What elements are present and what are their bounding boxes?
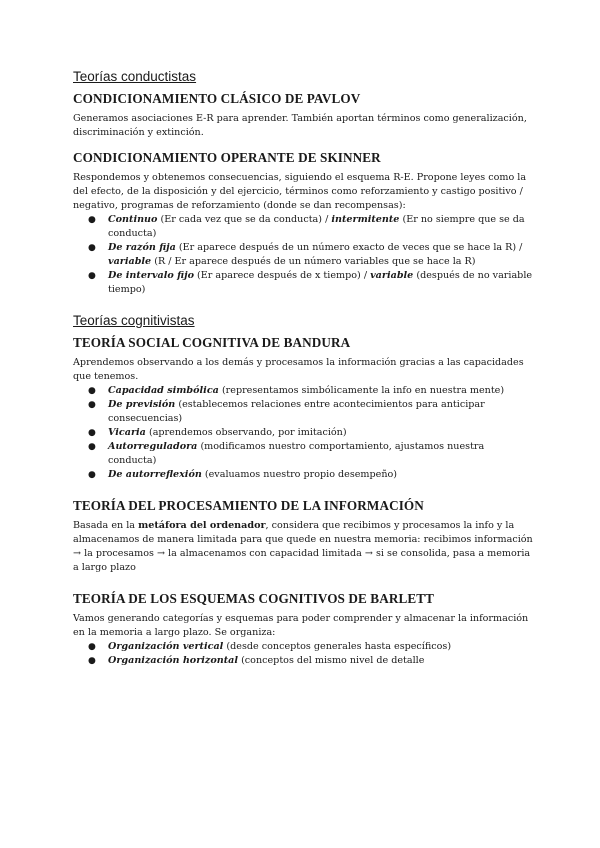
term: metáfora del ordenador	[138, 520, 266, 531]
term: variable	[108, 256, 152, 267]
bullet-icon: ●	[88, 642, 96, 652]
list-item	[73, 640, 535, 654]
description: (Er no siempre que se da conducta)	[108, 214, 525, 239]
description: (Er cada vez que se da conducta) /	[157, 214, 332, 225]
description: (evaluamos nuestro propio desempeño)	[201, 469, 398, 480]
term: De previsión	[108, 399, 176, 410]
term: variable	[370, 270, 414, 281]
heading-skinner: CONDICIONAMIENTO OPERANTE DE SKINNER	[73, 150, 381, 165]
bullet-icon: ●	[88, 442, 96, 452]
section-title-cognitivistas: Teorías cognitivistas	[73, 313, 195, 328]
description: (R / Er aparece después de un número variables que se hace la R)	[151, 256, 476, 267]
bullet-icon: ●	[88, 243, 96, 253]
bullet-icon: ●	[88, 470, 96, 480]
heading-bandura: TEORÍA SOCIAL COGNITIVA DE BANDURA	[73, 335, 351, 350]
term: De autorreflexión	[108, 469, 202, 480]
description: (representamos simbólicamente la info en nuestra mente)	[218, 385, 505, 396]
list-item	[73, 269, 535, 297]
bullet-icon: ●	[88, 271, 96, 281]
list-item	[73, 654, 535, 668]
description: (aprendemos observando, por imitación)	[145, 427, 347, 438]
list-item	[73, 384, 535, 398]
heading-procesamiento: TEORÍA DEL PROCESAMIENTO DE LA INFORMACIÓN	[73, 498, 424, 513]
heading-pavlov: CONDICIONAMIENTO CLÁSICO DE PAVLOV	[73, 91, 361, 106]
paragraph-pavlov: Generamos asociaciones E-R para aprender. También aportan términos como generalización, discriminación y extinción.	[73, 113, 527, 138]
bullet-icon: ●	[88, 656, 96, 666]
document-page	[73, 68, 535, 668]
description: (desde conceptos generales hasta específicos)	[223, 641, 452, 652]
bullet-icon: ●	[88, 400, 96, 410]
list-bandura	[73, 384, 535, 482]
term: Organización horizontal	[108, 655, 239, 666]
description: (Er aparece después de un número exacto de veces que se hace la R) /	[175, 242, 523, 253]
term: Continuo	[108, 214, 158, 225]
list-skinner	[73, 213, 535, 297]
text: Basada en la	[73, 520, 139, 531]
list-item	[73, 468, 535, 482]
description: (modificamos nuestro comportamiento, ajustamos nuestra conducta)	[108, 441, 485, 466]
list-item	[73, 241, 535, 269]
term: intermitente	[331, 214, 400, 225]
heading-barlett: TEORÍA DE LOS ESQUEMAS COGNITIVOS DE BARLETT	[73, 591, 435, 606]
term: Organización vertical	[108, 641, 224, 652]
list-item	[73, 426, 535, 440]
list-item	[73, 213, 535, 241]
term: Vicaria	[108, 427, 146, 438]
bullet-icon: ●	[88, 386, 96, 396]
list-item	[73, 440, 535, 468]
term: Autorreguladora	[108, 441, 198, 452]
paragraph-bandura: Aprendemos observando a los demás y procesamos la información gracias a las capacidades que tenemos.	[73, 357, 524, 382]
list-barlett	[73, 640, 535, 668]
bullet-icon: ●	[88, 215, 96, 225]
description: (conceptos del mismo nivel de detalle	[238, 655, 425, 666]
paragraph-barlett: Vamos generando categorías y esquemas para poder comprender y almacenar la información en la memoria a largo plazo. Se organiza:	[73, 613, 529, 638]
paragraph-procesamiento	[73, 519, 535, 575]
term: De razón fija	[108, 242, 176, 253]
list-item	[73, 398, 535, 426]
bullet-icon: ●	[88, 428, 96, 438]
section-title-conductistas: Teorías conductistas	[73, 69, 197, 84]
text: , considera que recibimos y procesamos la info y la almacenamos de manera limitada para que quede en nuestra memoria: recibimos información → la procesamos → la almacenamos con capacidad limitada → si se consolida, pasa a memoria a largo plazo	[73, 520, 533, 573]
description: (establecemos relaciones entre acontecimientos para anticipar consecuencias)	[108, 399, 485, 424]
term: De intervalo fijo	[108, 270, 194, 281]
paragraph-skinner: Respondemos y obtenemos consecuencias, siguiendo el esquema R-E. Propone leyes como la del efecto, de la disposición y del ejercicio, términos como reforzamiento y castigo positivo / negativo, programas de reforzamiento (donde se dan recompensas):	[73, 172, 527, 211]
term: Capacidad simbólica	[108, 385, 219, 396]
description: (después de no variable tiempo)	[108, 270, 533, 295]
description: (Er aparece después de x tiempo) /	[194, 270, 371, 281]
